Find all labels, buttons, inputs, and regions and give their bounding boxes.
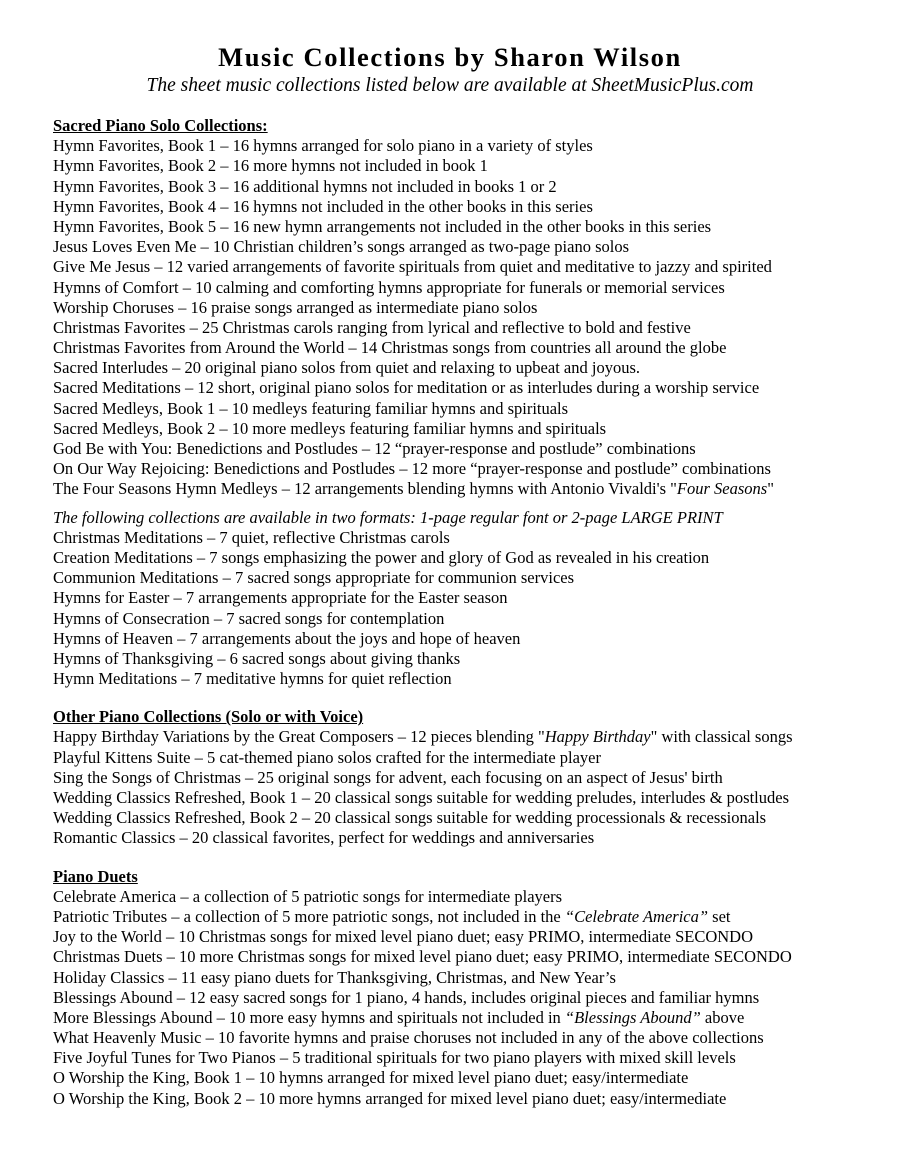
list-item: Hymn Favorites, Book 4 – 16 hymns not included in the other books in this series (53, 196, 593, 216)
list-item: Hymn Favorites, Book 3 – 16 additional hymns not included in books 1 or 2 (53, 176, 557, 196)
item-italic-title: “Blessings Abound” (564, 1007, 701, 1027)
list-item: God Be with You: Benedictions and Postludes – 12 “prayer-response and postlude” combinations (53, 439, 696, 458)
list-item: Sacred Interludes – 20 original piano solos from quiet and relaxing to upbeat and joyous. (53, 358, 640, 378)
list-item: Wedding Classics Refreshed, Book 2 – 20 classical songs suitable for wedding processionals & recessionals (53, 808, 767, 828)
duets-heading: Piano Duets (53, 866, 138, 886)
list-item: Sacred Medleys, Book 1 – 10 medleys featuring familiar hymns and spirituals (53, 398, 569, 418)
list-item: Romantic Classics – 20 classical favorites, perfect for weddings and anniversaries (53, 828, 595, 848)
list-item: Hymns of Consecration – 7 sacred songs for contemplation (53, 608, 445, 628)
list-item: O Worship the King, Book 2 – 10 more hymns arranged for mixed level piano duet; easy/intermediate (53, 1088, 727, 1108)
list-item: Christmas Favorites – 25 Christmas carols ranging from lyrical and reflective to bold and festive (53, 317, 691, 337)
item-text: " with classical songs (650, 727, 793, 747)
list-item: Celebrate America – a collection of 5 patriotic songs for intermediate players (53, 886, 563, 906)
list-item: Jesus Loves Even Me – 10 Christian children’s songs arranged as two-page piano solos (53, 237, 630, 257)
list-item: Give Me Jesus – 12 varied arrangements of favorite spirituals from quiet and meditative to jazzy and spirited (53, 257, 772, 277)
sacred-section (53, 116, 883, 689)
list-item: What Heavenly Music – 10 favorite hymns and praise choruses not included in any of the above collections (53, 1028, 764, 1048)
list-item: Creation Meditations – 7 songs emphasizing the power and glory of God as revealed in his creation (53, 547, 710, 567)
list-item: Communion Meditations – 7 sacred songs appropriate for communion services (53, 568, 575, 588)
item-text: More Blessings Abound – 10 more easy hymns and spirituals not included in (53, 1007, 565, 1027)
list-item: Sing the Songs of Christmas – 25 original songs for advent, each focusing on an aspect of Jesus' birth (53, 767, 723, 787)
list-item: Christmas Meditations – 7 quiet, reflective Christmas carols (53, 527, 450, 547)
collections-list (53, 116, 883, 1109)
item-text: Patriotic Tributes – a collection of 5 more patriotic songs, not included in the (53, 906, 565, 926)
list-item: Playful Kittens Suite – 5 cat-themed piano solos crafted for the intermediate player (53, 747, 601, 767)
list-item: Sacred Meditations – 12 short, original piano solos for meditation or as interludes during a worship service (53, 378, 760, 398)
list-item: Joy to the World – 10 Christmas songs for mixed level piano duet; easy PRIMO, intermediate SECONDO (53, 927, 753, 947)
page-title: Music Collections by Sharon Wilson (218, 42, 682, 72)
list-item: O Worship the King, Book 1 – 10 hymns arranged for mixed level piano duet; easy/intermediate (53, 1068, 689, 1088)
item-text: " (767, 479, 774, 499)
list-item (53, 479, 883, 499)
formats-note: The following collections are available in two formats: 1-page regular font or 2-page LARGE PRINT (53, 507, 723, 527)
list-item: Hymn Favorites, Book 1 – 16 hymns arranged for solo piano in a variety of styles (53, 136, 593, 156)
list-item: Hymns for Easter – 7 arrangements appropriate for the Easter season (53, 588, 508, 608)
page-subtitle: The sheet music collections listed below are available at SheetMusicPlus.com (146, 75, 754, 96)
list-item: Wedding Classics Refreshed, Book 1 – 20 classical songs suitable for wedding preludes, interludes & postludes (53, 788, 790, 807)
list-item (53, 727, 883, 747)
duets-section (53, 867, 883, 1109)
list-item (53, 1008, 883, 1028)
list-item: Hymn Favorites, Book 5 – 16 new hymn arrangements not included in the other books in this series (53, 216, 712, 236)
list-item: Holiday Classics – 11 easy piano duets for Thanksgiving, Christmas, and New Year’s (53, 967, 616, 987)
other-heading: Other Piano Collections (Solo or with Voice) (53, 707, 364, 727)
list-item (53, 907, 883, 927)
list-item: Hymn Favorites, Book 2 – 16 more hymns not included in book 1 (53, 156, 488, 176)
list-item: Worship Choruses – 16 praise songs arranged as intermediate piano solos (53, 297, 538, 317)
list-item: Hymns of Thanksgiving – 6 sacred songs about giving thanks (53, 648, 461, 668)
list-item: Hymn Meditations – 7 meditative hymns for quiet reflection (53, 669, 452, 689)
item-italic-title: Happy Birthday (544, 727, 651, 747)
list-item: Blessings Abound – 12 easy sacred songs for 1 piano, 4 hands, includes original pieces and familiar hymns (53, 987, 760, 1007)
list-item: Christmas Duets – 10 more Christmas songs for mixed level piano duet; easy PRIMO, intermediate SECONDO (53, 947, 792, 967)
list-item: Hymns of Heaven – 7 arrangements about the joys and hope of heaven (53, 628, 521, 648)
list-item: Christmas Favorites from Around the World – 14 Christmas songs from countries all around the globe (53, 338, 727, 358)
item-text: Happy Birthday Variations by the Great Composers – 12 pieces blending " (53, 727, 545, 747)
list-item: Hymns of Comfort – 10 calming and comforting hymns appropriate for funerals or memorial services (53, 277, 725, 297)
item-text: The Four Seasons Hymn Medleys – 12 arrangements blending hymns with Antonio Vivaldi's " (53, 479, 677, 499)
list-item: Sacred Medleys, Book 2 – 10 more medleys featuring familiar hymns and spirituals (53, 418, 607, 438)
item-text: above (700, 1007, 745, 1027)
item-italic-title: “Celebrate America” (564, 906, 709, 926)
item-text: set (708, 906, 731, 926)
sacred-heading: Sacred Piano Solo Collections: (53, 116, 268, 135)
other-section (53, 707, 883, 848)
list-item: On Our Way Rejoicing: Benedictions and Postludes – 12 more “prayer-response and postlude” combinations (53, 459, 771, 479)
item-italic-title: Four Seasons (676, 479, 768, 499)
list-item: Five Joyful Tunes for Two Pianos – 5 traditional spirituals for two piano players with mixed skill levels (53, 1048, 736, 1068)
